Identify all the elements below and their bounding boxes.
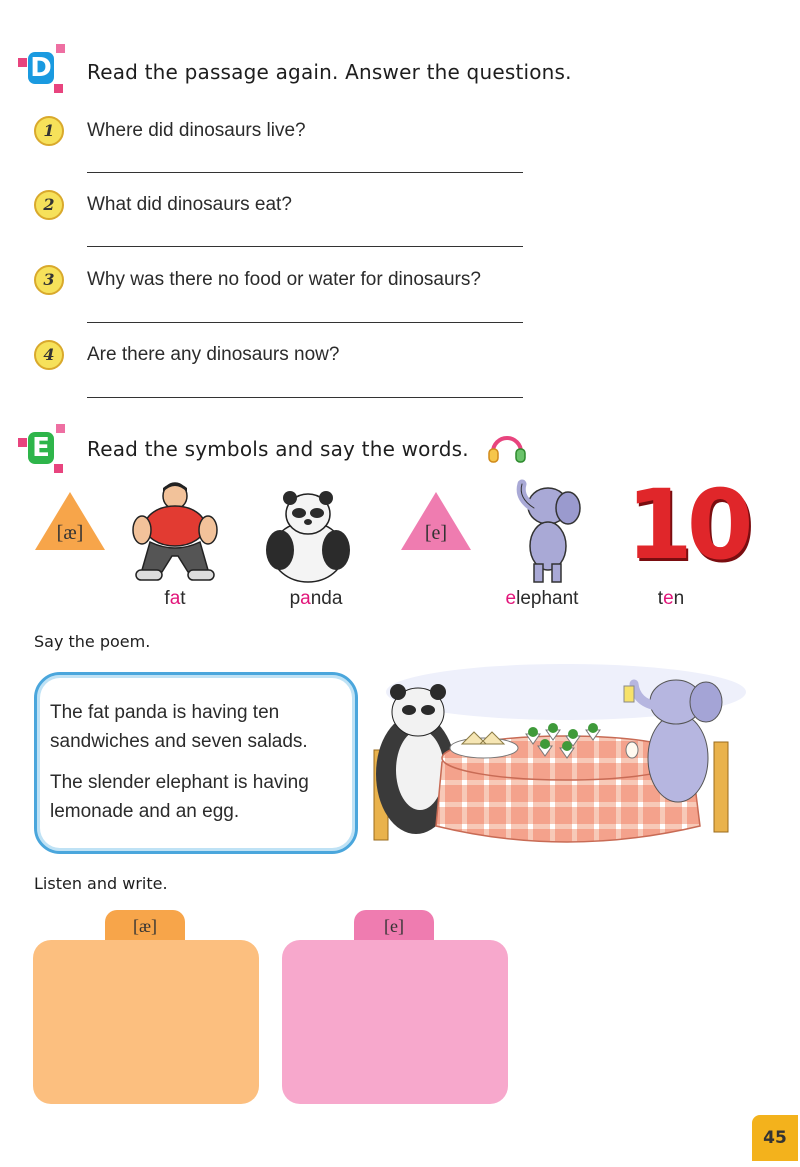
answer-line-4[interactable] (87, 397, 523, 398)
write-box-e[interactable] (282, 940, 508, 1104)
poem-line-4: lemonade and an egg. (50, 801, 240, 822)
question-3: Why was there no food or water for dinosaurs? (87, 269, 481, 290)
poem-box (34, 672, 358, 854)
page-number: 45 (752, 1115, 798, 1161)
word-elephant: elephant (505, 588, 579, 609)
poem-line-2: sandwiches and seven salads. (50, 731, 308, 752)
question-number-3: 3 (34, 265, 64, 295)
poem-line-1: The fat panda is having ten (50, 702, 280, 723)
fat-boy-illustration (128, 480, 222, 584)
elephant-illustration (508, 478, 584, 586)
panda-elephant-dinner-illustration (366, 662, 752, 858)
write-tab-e: [e] (354, 910, 434, 942)
symbol-ae: [æ] (56, 522, 84, 544)
section-d-badge (18, 44, 66, 92)
question-1: Where did dinosaurs live? (87, 120, 306, 141)
panda-illustration (262, 488, 354, 584)
section-e-letter: E (28, 432, 54, 464)
answer-line-3[interactable] (87, 322, 523, 323)
question-number-1: 1 (34, 116, 64, 146)
word-fat: fat (164, 588, 186, 609)
question-number-2: 2 (34, 190, 64, 220)
question-number-4: 4 (34, 340, 64, 370)
section-e-badge (18, 424, 66, 472)
word-ten: ten (657, 588, 685, 609)
write-tab-ae: [æ] (105, 910, 185, 942)
poem-line-3: The slender elephant is having (50, 772, 309, 793)
say-poem-label: Say the poem. (34, 632, 151, 651)
question-4: Are there any dinosaurs now? (87, 344, 340, 365)
section-d-heading: Read the passage again. Answer the questions. (87, 60, 572, 84)
answer-line-1[interactable] (87, 172, 523, 173)
ten-numeral: 10 (626, 469, 748, 581)
word-panda: panda (289, 588, 343, 609)
headphones-icon[interactable] (487, 430, 527, 466)
write-box-ae[interactable] (33, 940, 259, 1104)
section-e-heading: Read the symbols and say the words. (87, 437, 469, 461)
answer-line-2[interactable] (87, 246, 523, 247)
section-d-letter: D (28, 52, 54, 84)
listen-write-label: Listen and write. (34, 874, 168, 893)
symbol-e: [e] (424, 522, 448, 544)
question-2: What did dinosaurs eat? (87, 194, 292, 215)
